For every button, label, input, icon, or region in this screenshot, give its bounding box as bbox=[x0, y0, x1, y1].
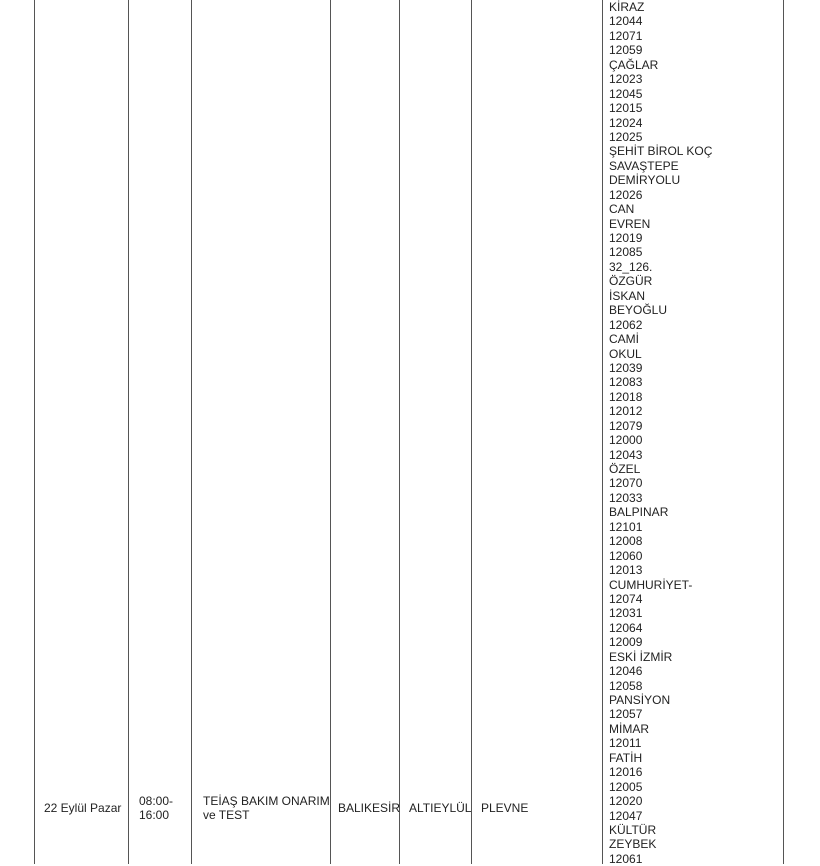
date-cell: 22 Eylül Pazar bbox=[44, 801, 122, 815]
street-item: 12025 bbox=[609, 129, 643, 144]
street-item: 12071 bbox=[609, 28, 643, 43]
street-item: BEYOĞLU bbox=[609, 303, 668, 318]
street-item: 12016 bbox=[609, 765, 643, 780]
street-item: 12005 bbox=[609, 779, 643, 794]
street-item: DEMİRYOLU bbox=[609, 173, 681, 188]
column-border bbox=[399, 0, 400, 864]
street-item: FATİH bbox=[609, 750, 643, 765]
street-item: ÇAĞLAR bbox=[609, 57, 659, 72]
street-item: 12101 bbox=[609, 519, 643, 534]
street-item: 12011 bbox=[609, 736, 642, 751]
street-list bbox=[609, 0, 712, 866]
column-border bbox=[602, 0, 603, 864]
time-cell-end: 16:00 bbox=[139, 808, 170, 822]
street-item: ÖZGÜR bbox=[609, 274, 653, 289]
column-border bbox=[471, 0, 472, 864]
district-cell: ALTIEYLÜL bbox=[409, 801, 472, 815]
time-cell-start: 08:00- bbox=[139, 794, 174, 808]
street-item: 12039 bbox=[609, 360, 643, 375]
street-item: 12012 bbox=[609, 404, 643, 419]
street-item: 12033 bbox=[609, 490, 643, 505]
street-item: 12026 bbox=[609, 187, 643, 202]
street-item: 12085 bbox=[609, 245, 643, 260]
street-item: KİRAZ bbox=[609, 0, 645, 14]
column-border bbox=[34, 0, 35, 864]
street-item: 12045 bbox=[609, 86, 643, 101]
street-item: 32_126. bbox=[609, 259, 653, 274]
street-item: BALPINAR bbox=[609, 505, 669, 520]
street-item: İSKAN bbox=[609, 288, 646, 303]
street-item: ZEYBEK bbox=[609, 837, 657, 852]
street-item: 12008 bbox=[609, 534, 643, 549]
street-item: 12074 bbox=[609, 591, 643, 606]
street-item: 12062 bbox=[609, 317, 643, 332]
street-item: CAN bbox=[609, 202, 635, 217]
street-item: ÖZEL bbox=[609, 462, 641, 476]
street-item: CUMHURİYET- bbox=[609, 577, 693, 592]
street-item: 12064 bbox=[609, 620, 643, 635]
street-item: 12023 bbox=[609, 72, 643, 87]
street-item: EVREN bbox=[609, 216, 651, 231]
street-item: 12019 bbox=[609, 231, 643, 245]
street-item: 12013 bbox=[609, 563, 643, 578]
column-border bbox=[783, 0, 784, 864]
street-item: 12044 bbox=[609, 14, 643, 29]
column-border bbox=[330, 0, 331, 864]
street-item: 12058 bbox=[609, 678, 643, 693]
street-item: PANSİYON bbox=[609, 693, 671, 707]
street-item: 12018 bbox=[609, 389, 643, 404]
street-item: OKUL bbox=[609, 346, 642, 361]
street-item: 12061 bbox=[609, 851, 643, 866]
province-cell: BALIKESİR bbox=[338, 801, 401, 815]
street-item: 12060 bbox=[609, 548, 643, 563]
column-border bbox=[191, 0, 192, 864]
street-item: 12020 bbox=[609, 794, 643, 809]
column-border bbox=[128, 0, 129, 864]
street-item: MİMAR bbox=[609, 721, 649, 736]
street-item: 12015 bbox=[609, 101, 643, 116]
street-item: 12000 bbox=[609, 433, 643, 448]
street-item: KÜLTÜR bbox=[609, 822, 657, 837]
street-item: SAVAŞTEPE bbox=[609, 158, 679, 173]
street-item: CAMİ bbox=[609, 332, 639, 347]
street-item: ESKİ İZMİR bbox=[609, 649, 673, 664]
street-item: 12079 bbox=[609, 418, 643, 433]
street-item: 12031 bbox=[609, 606, 643, 621]
street-item: 12043 bbox=[609, 447, 643, 462]
street-item: 12009 bbox=[609, 635, 643, 650]
street-item: ŞEHİT BİROL KOÇ bbox=[609, 144, 713, 159]
street-item: 12047 bbox=[609, 808, 643, 823]
street-item: 12024 bbox=[609, 115, 643, 130]
reason-cell-line2: ve TEST bbox=[203, 808, 250, 822]
street-item: 12059 bbox=[609, 43, 643, 58]
neighborhood-cell: PLEVNE bbox=[481, 801, 529, 815]
street-item: 12083 bbox=[609, 375, 643, 390]
reason-cell-line1: TEİAŞ BAKIM ONARIM bbox=[203, 794, 330, 808]
street-item: 12057 bbox=[609, 707, 643, 722]
street-item: 12070 bbox=[609, 476, 643, 491]
street-item: 12046 bbox=[609, 664, 643, 679]
